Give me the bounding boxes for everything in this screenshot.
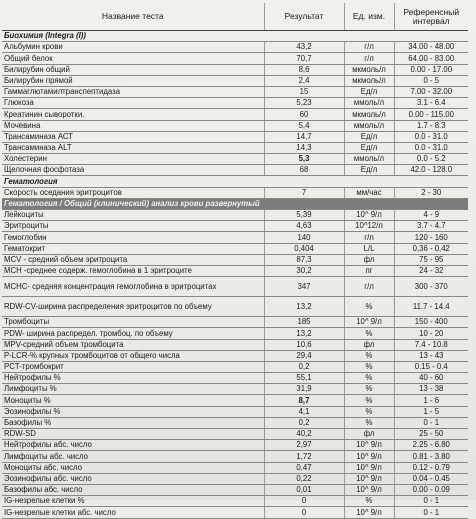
result-cell: 0,404 (264, 243, 344, 254)
reference-range-cell: 25 - 50 (394, 429, 468, 440)
test-name-cell: Гематокрит (2, 243, 264, 254)
reference-range-cell: 3.1 - 6.4 (394, 98, 468, 109)
unit-cell: ммоль/л (344, 120, 394, 131)
test-name-cell: MCH -среднее содерж. гемоглобина в 1 эритроците (2, 265, 264, 276)
reference-range-cell: 2.25 - 6.80 (394, 440, 468, 451)
unit-cell: % (344, 350, 394, 361)
table-row (2, 165, 468, 176)
result-cell: 87,3 (264, 254, 344, 265)
table-row (2, 361, 468, 372)
unit-cell: мкмоль/л (344, 64, 394, 75)
table-row (2, 317, 468, 328)
unit-cell: 10^12/л (344, 221, 394, 232)
test-name-cell: Мочевина (2, 120, 264, 131)
test-name-cell: Тромбоциты (2, 317, 264, 328)
unit-cell: Ед/л (344, 86, 394, 97)
unit-cell: % (344, 384, 394, 395)
test-name-cell: Гаммаглютамилтранспептидаза (2, 86, 264, 97)
unit-cell: Ед/л (344, 131, 394, 142)
reference-range-cell: 0 - 1 (394, 417, 468, 428)
test-name-cell: IG-незрелые клетки % (2, 496, 264, 507)
reference-range-cell: 120 - 160 (394, 232, 468, 243)
unit-cell: % (344, 297, 394, 317)
result-cell: 0 (264, 507, 344, 518)
reference-range-cell: 0.0 - 31.0 (394, 131, 468, 142)
reference-range-cell: 40 - 60 (394, 373, 468, 384)
table-header-row (2, 3, 468, 31)
unit-cell: г/л (344, 53, 394, 64)
test-name-cell: Трансаминаза АСТ (2, 131, 264, 142)
reference-range-cell: 150 - 400 (394, 317, 468, 328)
reference-range-cell: 0.0 - 5.2 (394, 154, 468, 165)
table-row (2, 187, 468, 198)
table-row (2, 429, 468, 440)
test-name-cell: RDW-SD (2, 429, 264, 440)
unit-cell: фл (344, 339, 394, 350)
unit-cell: г/л (344, 42, 394, 53)
table-row (2, 243, 468, 254)
reference-range-cell: 1 - 6 (394, 395, 468, 406)
table-row (2, 384, 468, 395)
table-row (2, 75, 468, 86)
unit-cell: г/л (344, 232, 394, 243)
reference-range-cell: 0 - 1 (394, 507, 468, 518)
table-row (2, 221, 468, 232)
reference-range-cell: 0 - 1 (394, 496, 468, 507)
unit-cell: мкмоль/л (344, 75, 394, 86)
result-cell: 68 (264, 165, 344, 176)
test-name-cell: Эритроциты (2, 221, 264, 232)
table-row (2, 265, 468, 276)
header-test-name: Название теста (2, 3, 264, 31)
result-cell: 5,4 (264, 120, 344, 131)
table-row (2, 406, 468, 417)
test-name-cell: Билирубин общий (2, 64, 264, 75)
test-name-cell: PDW- ширина распредел. тромбоц. по объему (2, 328, 264, 339)
reference-range-cell: 2 - 30 (394, 187, 468, 198)
reference-range-cell: 0.12 - 0.79 (394, 462, 468, 473)
test-name-cell: Базофилы % (2, 417, 264, 428)
header-reference-range: Референсный интервал (394, 3, 468, 31)
result-cell: 0 (264, 496, 344, 507)
reference-range-cell: 13 - 38 (394, 384, 468, 395)
unit-cell: % (344, 417, 394, 428)
result-cell: 8,6 (264, 64, 344, 75)
test-name-cell: Эозинофилы % (2, 406, 264, 417)
table-row (2, 373, 468, 384)
table-row (2, 109, 468, 120)
test-name-cell: RDW-CV-ширина распределения эритроцитов по объему (2, 297, 264, 317)
table-row (2, 496, 468, 507)
reference-range-cell: 1 - 5 (394, 406, 468, 417)
reference-range-cell: 0.00 - 0.09 (394, 484, 468, 495)
test-name-cell: Лейкоциты (2, 210, 264, 221)
reference-range-cell: 0 - 5 (394, 75, 468, 86)
test-name-cell: Моноциты абс. число (2, 462, 264, 473)
table-row (2, 131, 468, 142)
table-row (2, 98, 468, 109)
test-name-cell: Нейтрофилы абс. число (2, 440, 264, 451)
unit-cell: 10^ 9/л (344, 462, 394, 473)
reference-range-cell: 1.7 - 8.3 (394, 120, 468, 131)
unit-cell: ммоль/л (344, 154, 394, 165)
unit-cell: % (344, 361, 394, 372)
unit-cell: пг (344, 265, 394, 276)
table-row (2, 350, 468, 361)
test-name-cell: Трансаминаза ALT (2, 142, 264, 153)
table-row (2, 210, 468, 221)
unit-cell: г/л (344, 277, 394, 297)
result-cell: 5,3 (264, 154, 344, 165)
unit-cell: % (344, 328, 394, 339)
unit-cell: % (344, 496, 394, 507)
reference-range-cell: 0,36 - 0,42 (394, 243, 468, 254)
result-cell: 1,72 (264, 451, 344, 462)
result-cell: 55,1 (264, 373, 344, 384)
result-cell: 140 (264, 232, 344, 243)
result-cell: 185 (264, 317, 344, 328)
test-name-cell: MPV-средний объем тромбоцита (2, 339, 264, 350)
reference-range-cell: 0.00 - 115.00 (394, 109, 468, 120)
table-row (2, 473, 468, 484)
test-name-cell: Нейтрофилы % (2, 373, 264, 384)
reference-range-cell: 0.81 - 3.80 (394, 451, 468, 462)
reference-range-cell: 11.7 - 14.4 (394, 297, 468, 317)
reference-range-cell: 7.00 - 32.00 (394, 86, 468, 97)
test-name-cell: MCHC- средняя концентрация гемоглобина в эритроцитах (2, 277, 264, 297)
test-name-cell: P-LCR-% крупных тромбоцитов от общего числа (2, 350, 264, 361)
results-body (2, 31, 468, 519)
table-row (2, 277, 468, 297)
result-cell: 0,22 (264, 473, 344, 484)
reference-range-cell: 75 - 95 (394, 254, 468, 265)
result-cell: 30,2 (264, 265, 344, 276)
table-row (2, 154, 468, 165)
test-name-cell: Лимфоциты % (2, 384, 264, 395)
test-name-cell: Гемоглобин (2, 232, 264, 243)
result-cell: 4,63 (264, 221, 344, 232)
result-cell: 70,7 (264, 53, 344, 64)
result-cell: 5,39 (264, 210, 344, 221)
result-cell: 40,2 (264, 429, 344, 440)
reference-range-cell: 0.15 - 0.4 (394, 361, 468, 372)
result-cell: 31,9 (264, 384, 344, 395)
reference-range-cell: 4 - 9 (394, 210, 468, 221)
unit-cell: фл (344, 429, 394, 440)
unit-cell: 10^ 9/л (344, 484, 394, 495)
test-name-cell: Базофилы абс. число (2, 484, 264, 495)
unit-cell: 10^ 9/л (344, 507, 394, 518)
result-cell: 0,01 (264, 484, 344, 495)
reference-range-cell: 300 - 370 (394, 277, 468, 297)
reference-range-cell: 34.00 - 48.00 (394, 42, 468, 53)
test-name-cell: Холестерин (2, 154, 264, 165)
reference-range-cell: 0.04 - 0.45 (394, 473, 468, 484)
result-cell: 2,97 (264, 440, 344, 451)
result-cell: 29,4 (264, 350, 344, 361)
unit-cell: 10^ 9/л (344, 451, 394, 462)
result-cell: 7 (264, 187, 344, 198)
result-cell: 0,2 (264, 417, 344, 428)
table-row (2, 254, 468, 265)
unit-cell: % (344, 395, 394, 406)
unit-cell: 10^ 9/л (344, 210, 394, 221)
table-row (2, 484, 468, 495)
unit-cell: Ед/л (344, 165, 394, 176)
reference-range-cell: 3.7 - 4.7 (394, 221, 468, 232)
result-cell: 60 (264, 109, 344, 120)
reference-range-cell: 13 - 43 (394, 350, 468, 361)
table-row (2, 42, 468, 53)
test-name-cell: Альбумин крови (2, 42, 264, 53)
test-name-cell: Глюкоза (2, 98, 264, 109)
section-title: Гематология / Общий (клинический) анализ крови развернутый (2, 198, 468, 209)
unit-cell: % (344, 373, 394, 384)
table-row (2, 86, 468, 97)
table-row (2, 297, 468, 317)
table-row (2, 507, 468, 518)
result-cell: 13,2 (264, 297, 344, 317)
reference-range-cell: 0.0 - 31.0 (394, 142, 468, 153)
result-cell: 43,2 (264, 42, 344, 53)
reference-range-cell: 7.4 - 10.8 (394, 339, 468, 350)
result-cell: 2,4 (264, 75, 344, 86)
lab-results-table (2, 3, 468, 519)
unit-cell: % (344, 406, 394, 417)
table-row (2, 440, 468, 451)
unit-cell: мм/час (344, 187, 394, 198)
reference-range-cell: 64.00 - 83.00 (394, 53, 468, 64)
unit-cell: L/L (344, 243, 394, 254)
unit-cell: 10^ 9/л (344, 473, 394, 484)
reference-range-cell: 42.0 - 128.0 (394, 165, 468, 176)
unit-cell: 10^ 9/л (344, 317, 394, 328)
section-title: Биохимия (Integra (I)) (2, 31, 468, 42)
section-title: Гематология (2, 176, 468, 187)
result-cell: 0,2 (264, 361, 344, 372)
section-header (2, 31, 468, 42)
result-cell: 15 (264, 86, 344, 97)
section-header (2, 176, 468, 187)
test-name-cell: PCT-тромбокрит (2, 361, 264, 372)
test-name-cell: Билирубин прямой (2, 75, 264, 86)
result-cell: 4,1 (264, 406, 344, 417)
table-row (2, 64, 468, 75)
table-row (2, 462, 468, 473)
table-row (2, 328, 468, 339)
header-unit: Ед. изм. (344, 3, 394, 31)
test-name-cell: Общий белок (2, 53, 264, 64)
test-name-cell: Лимфоциты абс. число (2, 451, 264, 462)
test-name-cell: Скорость оседания эритроцитов (2, 187, 264, 198)
section-header (2, 198, 468, 209)
table-row (2, 339, 468, 350)
table-row (2, 142, 468, 153)
result-cell: 10,6 (264, 339, 344, 350)
table-row (2, 232, 468, 243)
test-name-cell: Креатинин сыворотки. (2, 109, 264, 120)
test-name-cell: Щелочная фосфотаза (2, 165, 264, 176)
result-cell: 14,3 (264, 142, 344, 153)
table-row (2, 417, 468, 428)
table-row (2, 451, 468, 462)
unit-cell: Ед/л (344, 142, 394, 153)
result-cell: 5,23 (264, 98, 344, 109)
result-cell: 0,47 (264, 462, 344, 473)
unit-cell: 10^ 9/л (344, 440, 394, 451)
test-name-cell: Эозинофилы абс. число (2, 473, 264, 484)
test-name-cell: Моноциты % (2, 395, 264, 406)
result-cell: 14,7 (264, 131, 344, 142)
reference-range-cell: 10 - 20 (394, 328, 468, 339)
test-name-cell: MCV - средний объем эритроцита (2, 254, 264, 265)
result-cell: 347 (264, 277, 344, 297)
unit-cell: мкмоль/л (344, 109, 394, 120)
result-cell: 8,7 (264, 395, 344, 406)
reference-range-cell: 0.00 - 17.00 (394, 64, 468, 75)
test-name-cell: IG-незрелые клетки абс. число (2, 507, 264, 518)
table-row (2, 53, 468, 64)
table-row (2, 395, 468, 406)
unit-cell: ммоль/л (344, 98, 394, 109)
result-cell: 13,2 (264, 328, 344, 339)
table-row (2, 120, 468, 131)
header-result: Результат (264, 3, 344, 31)
reference-range-cell: 24 - 32 (394, 265, 468, 276)
unit-cell: фл (344, 254, 394, 265)
